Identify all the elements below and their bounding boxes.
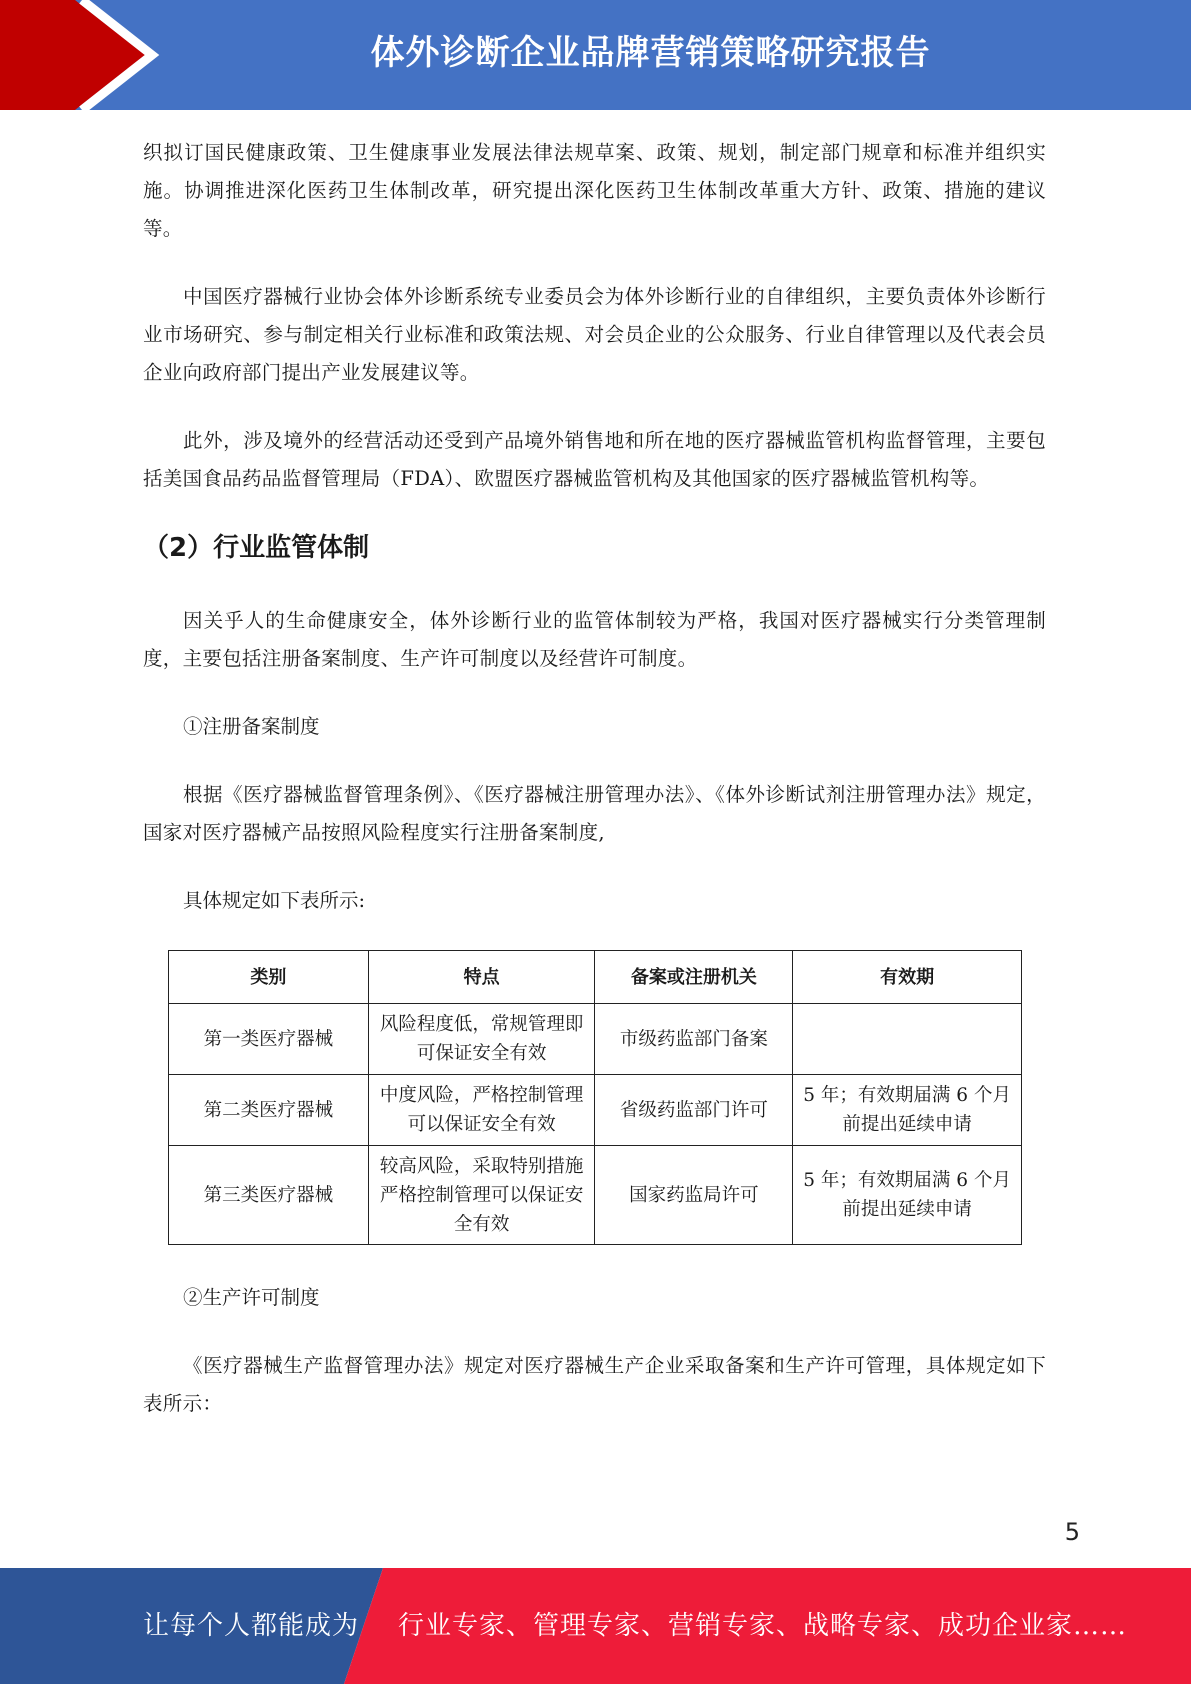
table-cell: 较高风险，采取特别措施严格控制管理可以保证安全有效 bbox=[368, 1146, 595, 1245]
table-row bbox=[169, 1004, 1022, 1075]
table-cell: 5 年；有效期届满 6 个月前提出延续申请 bbox=[793, 1146, 1022, 1245]
section-heading: （2）行业监管体制 bbox=[143, 533, 370, 563]
table-row bbox=[169, 1075, 1022, 1146]
page-number: 5 bbox=[1064, 1518, 1080, 1546]
table-cell: 第二类医疗器械 bbox=[169, 1075, 369, 1146]
table-cell: 国家药监局许可 bbox=[595, 1146, 793, 1245]
table-cell: 第三类医疗器械 bbox=[169, 1146, 369, 1245]
table-cell: 省级药监部门许可 bbox=[595, 1075, 793, 1146]
table-header-cell: 类别 bbox=[169, 951, 369, 1004]
table-row bbox=[169, 1146, 1022, 1245]
footer-banner bbox=[0, 1568, 1191, 1684]
table-header-cell: 备案或注册机关 bbox=[595, 951, 793, 1004]
device-classification-table bbox=[168, 950, 1022, 1245]
subsection-production-license-label: ②生产许可制度 bbox=[183, 1286, 320, 1309]
footer-slogan-right: 行业专家、管理专家、营销专家、战略专家、成功企业家…… bbox=[398, 1611, 1128, 1641]
table-header-cell: 有效期 bbox=[793, 951, 1022, 1004]
table-cell: 风险程度低，常规管理即可保证安全有效 bbox=[368, 1004, 595, 1075]
table-cell: 中度风险，严格控制管理可以保证安全有效 bbox=[368, 1075, 595, 1146]
header-banner bbox=[0, 0, 1191, 110]
paragraph-regulator-duties: 织拟订国民健康政策、卫生健康事业发展法律法规草案、政策、规划，制定部门规章和标准并组织实施。协调推进深化医药卫生体制改革，研究提出深化医药卫生体制改革重大方针、政策、措施的建议等。 bbox=[143, 141, 1046, 240]
table-header-row bbox=[169, 951, 1022, 1004]
table-intro-text: 具体规定如下表所示: bbox=[183, 889, 366, 912]
paragraph-production-rules: 《医疗器械生产监督管理办法》规定对医疗器械生产企业采取备案和生产许可管理，具体规定如下表所示： bbox=[143, 1354, 1046, 1415]
paragraph-regulatory-system: 因关乎人的生命健康安全，体外诊断行业的监管体制较为严格，我国对医疗器械实行分类管理制度，主要包括注册备案制度、生产许可制度以及经营许可制度。 bbox=[143, 609, 1046, 670]
page-content bbox=[143, 134, 1046, 1453]
table-cell bbox=[793, 1004, 1022, 1075]
footer-slogan-left: 让每个人都能成为 bbox=[143, 1611, 360, 1641]
table-cell: 第一类医疗器械 bbox=[169, 1004, 369, 1075]
subsection-registration-label: ①注册备案制度 bbox=[183, 715, 320, 738]
report-title: 体外诊断企业品牌营销策略研究报告 bbox=[370, 33, 931, 73]
paragraph-registration-rules: 根据《医疗器械监督管理条例》、《医疗器械注册管理办法》、《体外诊断试剂注册管理办法》规定，国家对医疗器械产品按照风险程度实行注册备案制度, bbox=[143, 783, 1046, 844]
paragraph-industry-association: 中国医疗器械行业协会体外诊断系统专业委员会为体外诊断行业的自律组织，主要负责体外诊断行业市场研究、参与制定相关行业标准和政策法规、对会员企业的公众服务、行业自律管理以及代表会员企业向政府部门提出产业发展建议等。 bbox=[143, 285, 1046, 384]
table-cell: 5 年；有效期届满 6 个月前提出延续申请 bbox=[793, 1075, 1022, 1146]
table-header-cell: 特点 bbox=[368, 951, 595, 1004]
table-cell: 市级药监部门备案 bbox=[595, 1004, 793, 1075]
paragraph-overseas-regulators: 此外，涉及境外的经营活动还受到产品境外销售地和所在地的医疗器械监管机构监督管理，主要包括美国食品药品监督管理局（FDA）、欧盟医疗器械监管机构及其他国家的医疗器械监管机构等。 bbox=[143, 429, 1046, 490]
